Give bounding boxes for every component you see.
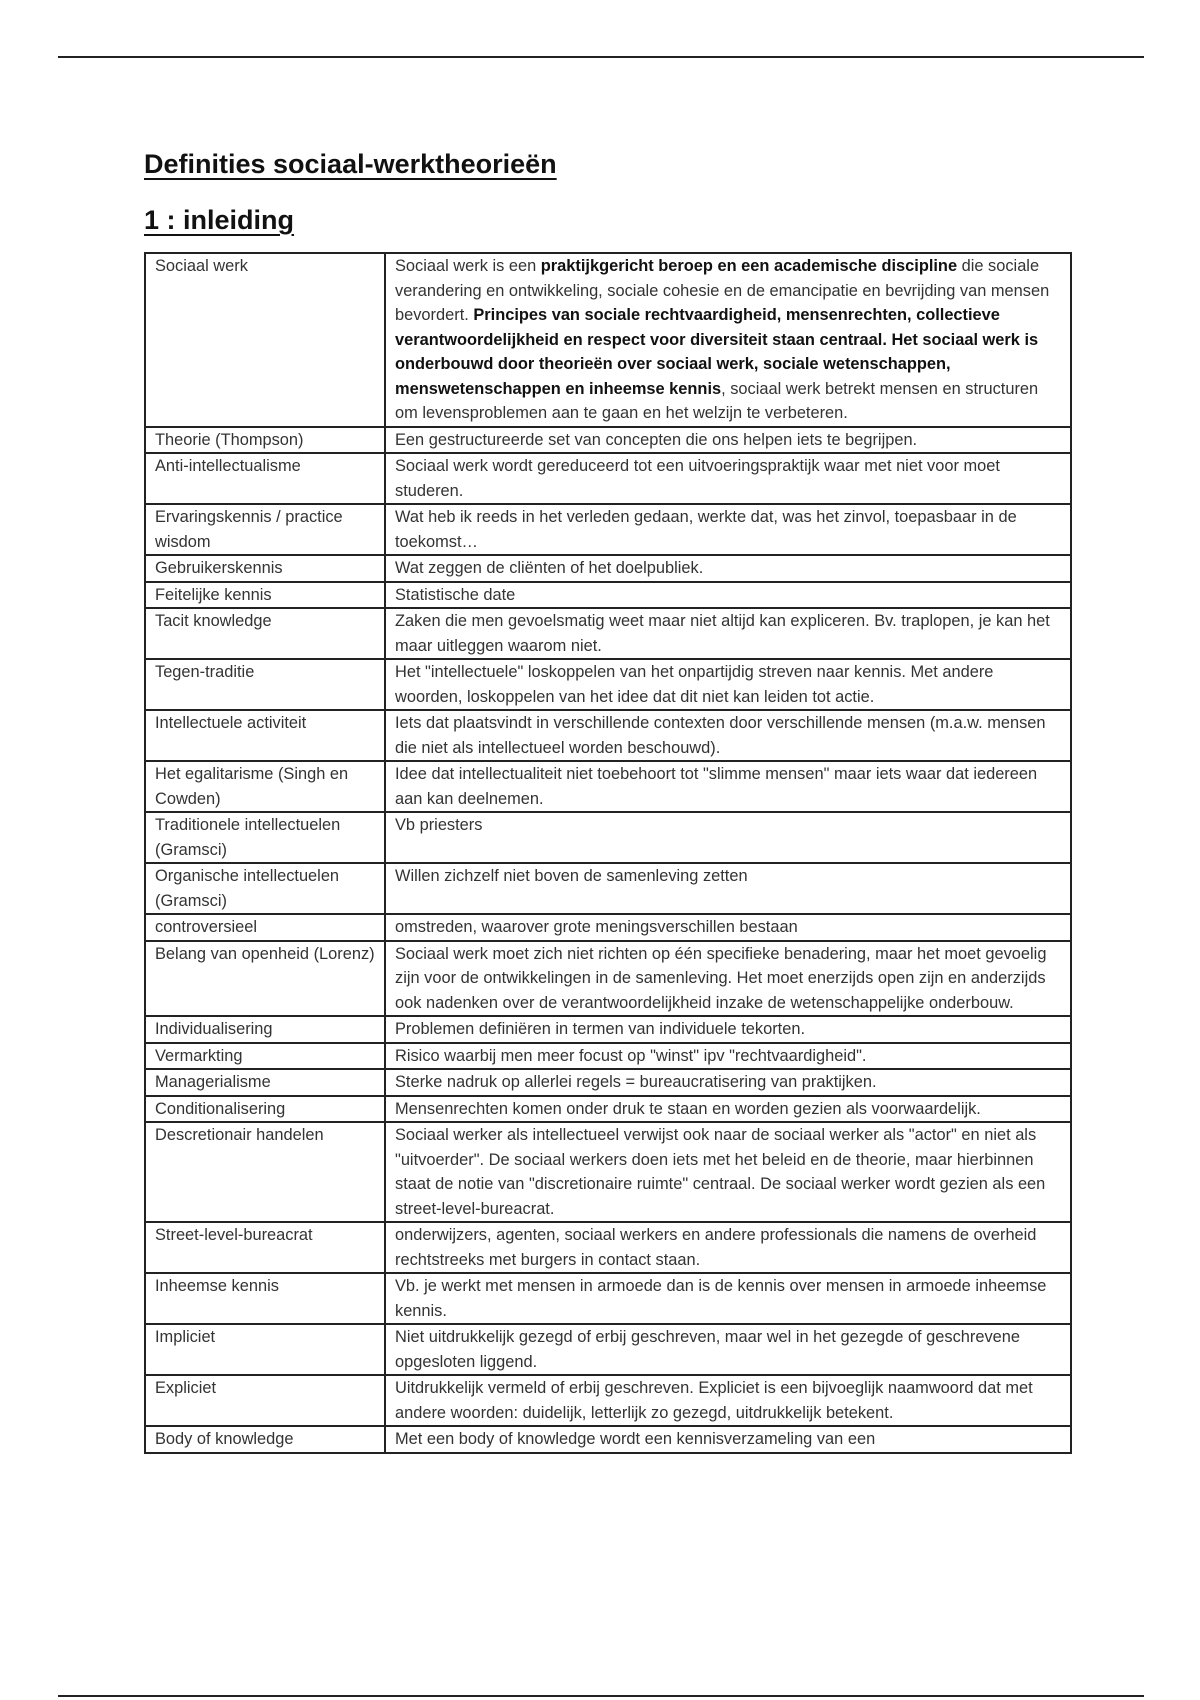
definition-text-span: Wat heb ik reeds in het verleden gedaan, werkte dat, was het zinvol, toepasbaar in de toekomst… [395, 508, 1017, 551]
definition-row [145, 863, 1071, 914]
definition-text-span: Sociaal werk is een [395, 257, 541, 275]
definition-text-span: Wat zeggen de cliënten of het doelpubliek. [395, 559, 704, 577]
definition-text-bold: Principes van sociale rechtvaardigheid, mensenrechten, collectieve verantwoordelijkheid en respect voor diversiteit staan centraal. Het sociaal werk is onderbouwd door theorieën over sociaal werk, sociale wetenschappen, menswetenschappen en inheemse kennis [395, 306, 1039, 398]
definition-row [145, 453, 1071, 504]
definition-text-span: Met een body of knowledge wordt een kennisverzameling van een [395, 1430, 876, 1448]
definition-term: Conditionalisering [145, 1096, 385, 1123]
definition-term: Gebruikerskennis [145, 555, 385, 582]
definition-row [145, 427, 1071, 454]
definition-text [385, 761, 1071, 812]
definition-text [385, 1324, 1071, 1375]
definition-row [145, 1122, 1071, 1222]
definition-text-span: Sociaal werker als intellectueel verwijst ook naar de sociaal werker als "actor" en niet als "uitvoerder". De sociaal werkers doen iets met het beleid en de theorie, maar hierbinnen staat de notie van "discretionaire ruimte" centraal. De sociaal werker wordt gezien als een street-level-bureacrat. [395, 1126, 1046, 1218]
definition-text [385, 1426, 1071, 1453]
definition-text [385, 941, 1071, 1017]
definition-text-bold: praktijkgericht beroep en een academische discipline [540, 257, 958, 275]
definition-text [385, 453, 1071, 504]
definition-row [145, 504, 1071, 555]
definition-term: Sociaal werk [145, 253, 385, 427]
definition-text [385, 1043, 1071, 1070]
definitions-table [144, 252, 1072, 1454]
definition-text [385, 1375, 1071, 1426]
definition-text-span: Een gestructureerde set van concepten die ons helpen iets te begrijpen. [395, 430, 918, 449]
definition-text-span: Statistische date [395, 585, 516, 604]
definition-text [385, 1096, 1071, 1123]
definition-text [385, 504, 1071, 555]
definition-text-span: onderwijzers, agenten, sociaal werkers en andere professionals die namens de overheid rechtstreeks met burgers in contact staan. [395, 1226, 1037, 1269]
definition-text-span: die sociale verandering en ontwikkeling, sociale cohesie en de emancipatie en bevrijding van mensen bevordert. [395, 257, 1050, 324]
definition-term: Ervaringskennis / practice wisdom [145, 504, 385, 555]
definition-term: Inheemse kennis [145, 1273, 385, 1324]
definition-term: Organische intellectuelen (Gramsci) [145, 863, 385, 914]
definition-term: Managerialisme [145, 1069, 385, 1096]
definition-text-span: Sociaal werk moet zich niet richten op één specifieke benadering, maar het moet gevoelig zijn voor de ontwikkelingen in de samenleving. Het moet enerzijds open zijn en anderzijds ook nadenken over de verantwoordelijkheid inzake de wetenschappelijke onderbouw. [395, 944, 1047, 1012]
definition-text [385, 427, 1071, 454]
definition-text [385, 1273, 1071, 1324]
definition-row [145, 659, 1071, 710]
definition-term: Belang van openheid (Lorenz) [145, 941, 385, 1017]
definition-text-span: Risico waarbij men meer focust op "winst" ipv "rechtvaardigheid". [395, 1046, 867, 1065]
definition-term: Traditionele intellectuelen (Gramsci) [145, 812, 385, 863]
definition-text [385, 1122, 1071, 1222]
definition-text-span: Mensenrechten komen onder druk te staan en worden gezien als voorwaardelijk. [395, 1099, 981, 1118]
definition-text [385, 608, 1071, 659]
definition-term: Intellectuele activiteit [145, 710, 385, 761]
definition-text-span: Vb. je werkt met mensen in armoede dan is de kennis over mensen in armoede inheemse kennis. [395, 1277, 1047, 1320]
definition-text-span: Sterke nadruk op allerlei regels = bureaucratisering van praktijken. [395, 1073, 877, 1091]
definition-text [385, 812, 1071, 863]
definition-text [385, 710, 1071, 761]
definition-term: controversieel [145, 914, 385, 941]
definition-text [385, 1069, 1071, 1096]
document-body [144, 146, 1058, 1454]
definition-term: Vermarkting [145, 1043, 385, 1070]
definition-row [145, 941, 1071, 1017]
definition-row [145, 1016, 1071, 1043]
definition-term: Street-level-bureacrat [145, 1222, 385, 1273]
definition-text-span: Sociaal werk wordt gereduceerd tot een uitvoeringspraktijk waar met niet voor moet studeren. [395, 457, 1000, 500]
definition-text-span: Vb priesters [395, 816, 483, 834]
definition-term: Tegen-traditie [145, 659, 385, 710]
definition-term: Feitelijke kennis [145, 582, 385, 609]
definition-term: Individualisering [145, 1016, 385, 1043]
definition-term: Anti-intellectualisme [145, 453, 385, 504]
definition-row [145, 608, 1071, 659]
definition-term: Het egalitarisme (Singh en Cowden) [145, 761, 385, 812]
definition-row [145, 1273, 1071, 1324]
definition-row [145, 710, 1071, 761]
definition-text [385, 1222, 1071, 1273]
definition-text [385, 555, 1071, 582]
definitions-table-body [145, 253, 1071, 1453]
definition-row [145, 582, 1071, 609]
definition-text-span: Het "intellectuele" loskoppelen van het onpartijdig streven naar kennis. Met andere woorden, loskoppelen van het idee dat dit niet kan leiden tot actie. [395, 663, 994, 706]
definition-text-span: Zaken die men gevoelsmatig weet maar niet altijd kan expliceren. Bv. traplopen, je kan het maar uitleggen waarom niet. [395, 612, 1050, 655]
definition-row [145, 812, 1071, 863]
definition-text-span: Iets dat plaatsvindt in verschillende contexten door verschillende mensen (m.a.w. mensen die niet als intellectueel worden beschouwd). [395, 714, 1046, 757]
definition-row [145, 1043, 1071, 1070]
definition-row [145, 1069, 1071, 1096]
definition-text [385, 914, 1071, 941]
definition-text [385, 1016, 1071, 1043]
definition-term: Theorie (Thompson) [145, 427, 385, 454]
definition-text-span: omstreden, waarover grote meningsverschillen bestaan [395, 918, 798, 936]
definition-row [145, 253, 1071, 427]
document-title: Definities sociaal-werktheorieën [144, 149, 557, 179]
definition-row [145, 1426, 1071, 1453]
definition-text-span: Niet uitdrukkelijk gezegd of erbij geschreven, maar wel in het gezegde of geschrevene opgesloten liggend. [395, 1328, 1021, 1371]
header-rule [58, 56, 1144, 58]
section-heading: 1 : inleiding [144, 205, 295, 235]
definition-text-span: Uitdrukkelijk vermeld of erbij geschreven. Expliciet is een bijvoeglijk naamwoord dat met andere woorden: duidelijk, letterlijk zo gezegd, uitdrukkelijk betekent. [395, 1379, 1033, 1422]
definition-term: Body of knowledge [145, 1426, 385, 1453]
definition-text [385, 582, 1071, 609]
definition-row [145, 761, 1071, 812]
definition-row [145, 555, 1071, 582]
definition-text [385, 863, 1071, 914]
definition-row [145, 1375, 1071, 1426]
definition-text-span: Idee dat intellectualiteit niet toebehoort tot "slimme mensen" maar iets waar dat iedereen aan kan deelnemen. [395, 765, 1038, 808]
definition-term: Expliciet [145, 1375, 385, 1426]
definition-term: Tacit knowledge [145, 608, 385, 659]
definition-row [145, 1096, 1071, 1123]
definition-text [385, 659, 1071, 710]
definition-term: Descretionair handelen [145, 1122, 385, 1222]
definition-text-span: Problemen definiëren in termen van individuele tekorten. [395, 1020, 806, 1038]
definition-text-span: , sociaal werk betrekt mensen en structuren om levensproblemen aan te gaan en het welzijn te verbeteren. [395, 379, 1039, 422]
definition-row [145, 914, 1071, 941]
footer-rule [58, 1695, 1144, 1697]
definition-text [385, 253, 1071, 427]
definition-row [145, 1324, 1071, 1375]
definition-text-span: Willen zichzelf niet boven de samenleving zetten [395, 867, 748, 885]
definition-term: Impliciet [145, 1324, 385, 1375]
definition-row [145, 1222, 1071, 1273]
